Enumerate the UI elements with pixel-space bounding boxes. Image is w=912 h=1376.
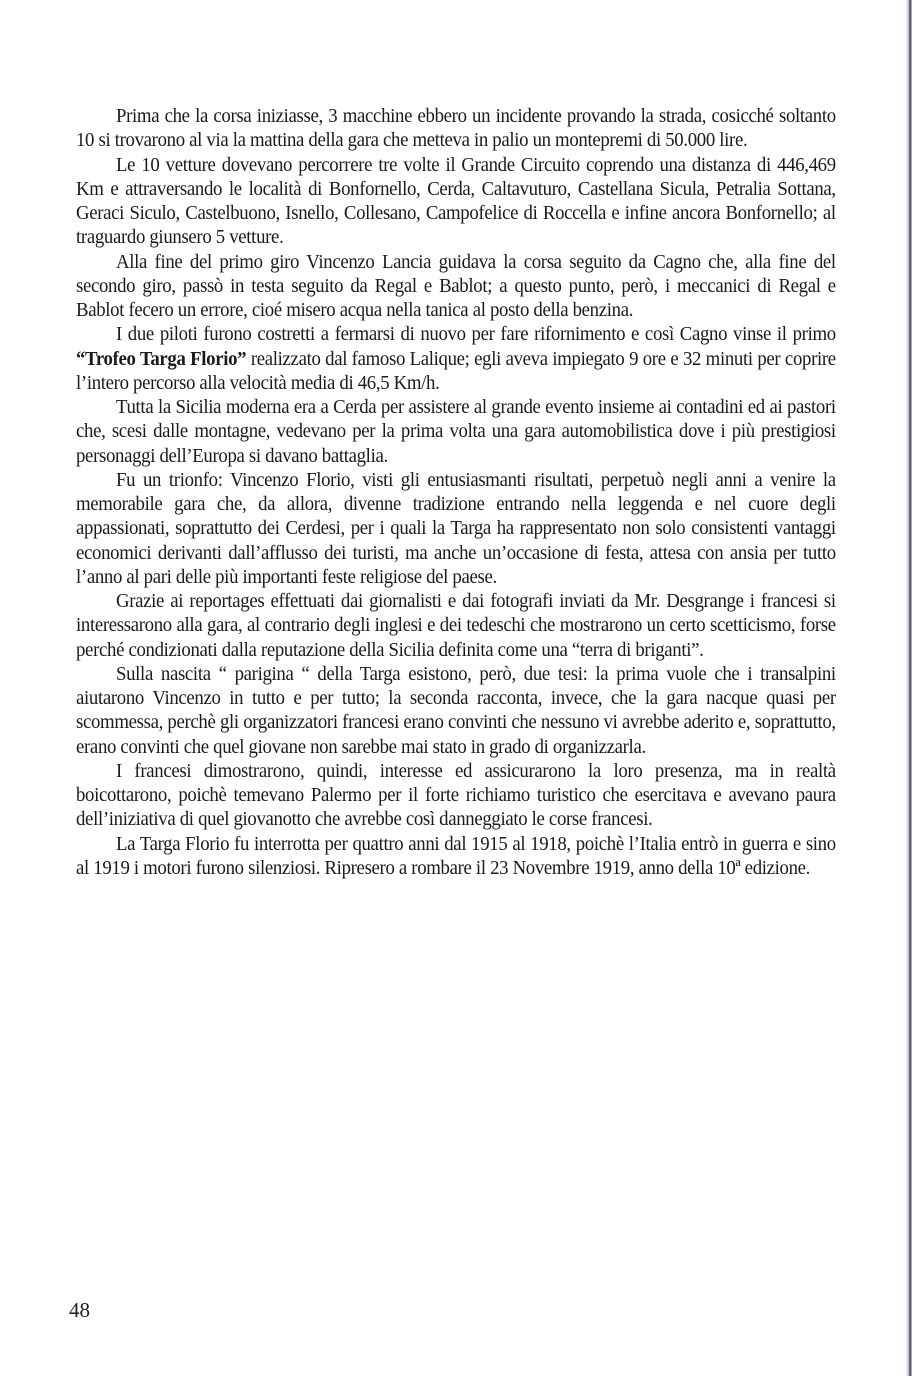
paragraph-text: Prima che la corsa iniziasse, 3 macchine ebbero un incidente provando la strada, cosicché soltanto 10 si trovarono al via la mattina della gara che metteva in palio un montepremi di 50.000 lire. <box>76 105 836 152</box>
paragraph <box>76 322 836 395</box>
paragraph <box>76 662 836 759</box>
paragraph <box>76 468 836 589</box>
paragraph-text: Fu un trionfo: Vincenzo Florio, visti gli entusiasmanti risultati, perpetuò negli anni a venire la memorabile gara che, da allora, divenne tradizione entrando nella leggenda e nel cuore degli appassionati, soprattutto dei Cerdesi, per i quali la Targa ha rappresentato non solo consistenti vantaggi economici derivanti dall’afflusso dei turisti, ma anche un’occasione di festa, attesa con ansia per tutto l’anno al pari delle più importanti feste religiose del paese. <box>76 468 836 588</box>
paragraph-text: Tutta la Sicilia moderna era a Cerda per assistere al grande evento insieme ai contadini ed ai pastori che, scesi dalle montagne, vedevano per la prima volta una gara automobilistica dove i più prestigiosi personaggi dell’Europa si davano battaglia. <box>76 396 836 467</box>
paragraph-text: I francesi dimostrarono, quindi, interesse ed assicurarono la loro presenza, ma in realtà boicottarono, poichè temevano Palermo per il forte richiamo turistico che esercitava e avevano paura dell’iniziativa di quel giovanotto che avrebbe così danneggiato le corse francesi. <box>76 759 836 831</box>
paragraph <box>76 395 836 468</box>
page-binding-edge <box>906 0 912 1376</box>
paragraph-text: Sulla nascita “ parigina “ della Targa esistono, però, due tesi: la prima vuole che i transalpini aiutarono Vincenzo in tutto e per tutto; la seconda racconta, invece, che la gara nacque quasi per scommessa, perchè gli organizzatori francesi erano convinti che nessuno vi avrebbe aderito e, soprattutto, erano convinti che quel giovane non sarebbe mai stato in grado di organizzarla. <box>76 662 836 758</box>
page-number: 48 <box>69 1298 90 1322</box>
body-text <box>76 104 836 880</box>
paragraph <box>76 759 836 832</box>
paragraph <box>76 832 836 881</box>
paragraph-text: realizzato dal famoso Lalique; egli aveva impiegato 9 ore e 32 minuti per coprire l’intero percorso alla velocità media di 46,5 Km/h. <box>76 347 836 394</box>
paragraph-text: Le 10 vetture dovevano percorrere tre volte il Grande Circuito coprendo una distanza di 446,469 Km e attraversando le località di Bonfornello, Cerda, Caltavuturo, Castellana Sicula, Petralia Sottana, Geraci Siculo, Castelbuono, Isnello, Collesano, Campofelice di Roccella e infine ancora Bonfornello; al traguardo giunsero 5 vetture. <box>76 153 836 249</box>
paragraph <box>76 104 836 153</box>
paragraph <box>76 250 836 323</box>
paragraph-text: Grazie ai reportages effettuati dai giornalisti e dai fotografi inviati da Mr. Desgrange i francesi si interessarono alla gara, al contrario degli inglesi e dei tedeschi che mostrarono un certo scetticismo, forse perché condizionati dalla reputazione della Sicilia definita come una “terra di briganti”. <box>76 590 836 661</box>
paragraph <box>76 589 836 662</box>
paragraph-text: Alla fine del primo giro Vincenzo Lancia guidava la corsa seguito da Cagno che, alla fine del secondo giro, passò in testa seguito da Regal e Bablot; a questo punto, però, i meccanici di Regal e Bablot fecero un errore, cioé misero acqua nella tanica al posto della benzina. <box>76 250 836 321</box>
bold-title: “Trofeo Targa Florio” <box>76 347 247 370</box>
paragraph-text: La Targa Florio fu interrotta per quattro anni dal 1915 al 1918, poichè l’Italia entrò in guerra e sino al 1919 i motori furono silenziosi. Ripresero a rombare il 23 Novembre 1919, anno della 10ª edizione. <box>76 832 836 879</box>
paragraph <box>76 153 836 250</box>
paragraph-text: I due piloti furono costretti a fermarsi di nuovo per fare rifornimento e così Cagno vinse il primo <box>115 323 836 346</box>
